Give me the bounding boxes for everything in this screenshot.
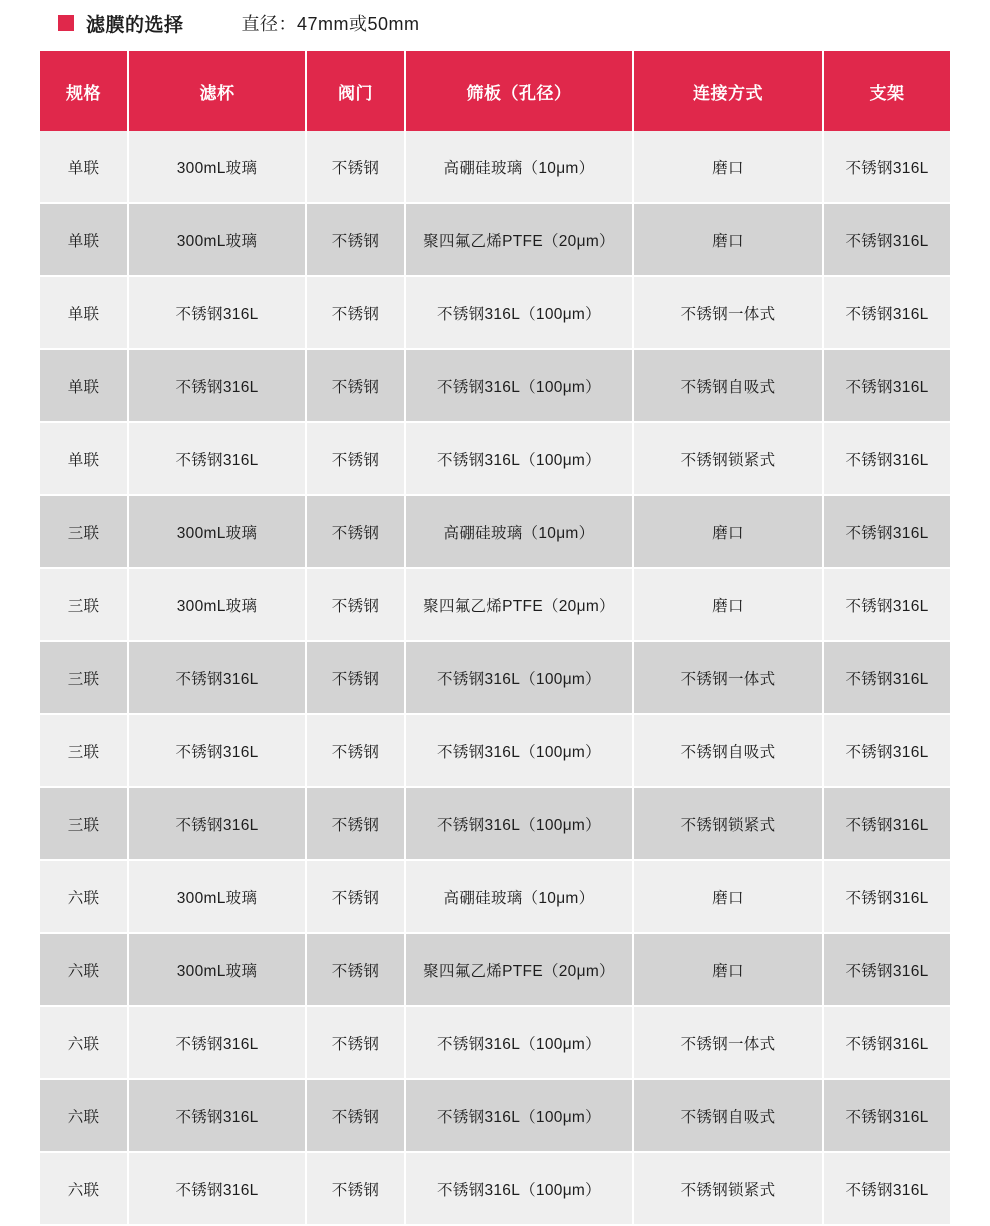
table-cell: 三联 (40, 568, 128, 641)
table-cell: 不锈钢316L（100μm） (405, 1079, 633, 1152)
table-cell: 聚四氟乙烯PTFE（20μm） (405, 933, 633, 1006)
table-cell: 不锈钢316L (823, 1152, 950, 1225)
column-header-valve: 阀门 (306, 51, 405, 131)
table-cell: 不锈钢316L (823, 422, 950, 495)
table-cell: 300mL玻璃 (128, 495, 306, 568)
table-cell: 高硼硅玻璃（10μm） (405, 131, 633, 203)
table-cell: 不锈钢316L (823, 276, 950, 349)
table-cell: 不锈钢316L (823, 131, 950, 203)
diameter-note: 直径：47mm或50mm (241, 14, 420, 34)
table-cell: 磨口 (633, 131, 823, 203)
table-cell: 聚四氟乙烯PTFE（20μm） (405, 568, 633, 641)
table-row (40, 422, 950, 495)
table-cell: 不锈钢锁紧式 (633, 422, 823, 495)
table-cell: 300mL玻璃 (128, 203, 306, 276)
table-cell: 磨口 (633, 860, 823, 933)
table-cell: 不锈钢 (306, 131, 405, 203)
table-row (40, 349, 950, 422)
table-row (40, 568, 950, 641)
table-cell: 聚四氟乙烯PTFE（20μm） (405, 203, 633, 276)
column-header-spec: 规格 (40, 51, 128, 131)
table-cell: 300mL玻璃 (128, 860, 306, 933)
table-cell: 六联 (40, 860, 128, 933)
table-cell: 不锈钢锁紧式 (633, 1152, 823, 1225)
table-cell: 不锈钢 (306, 1152, 405, 1225)
table-cell: 不锈钢316L (823, 860, 950, 933)
table-cell: 三联 (40, 495, 128, 568)
table-cell: 不锈钢 (306, 349, 405, 422)
table-cell: 不锈钢316L (128, 422, 306, 495)
table-row (40, 276, 950, 349)
table-row (40, 203, 950, 276)
table-cell: 不锈钢316L (823, 495, 950, 568)
table-cell: 不锈钢316L (128, 349, 306, 422)
page-title: 滤膜的选择 (86, 14, 184, 36)
table-row (40, 641, 950, 714)
table-cell: 不锈钢316L（100μm） (405, 1006, 633, 1079)
table-row (40, 933, 950, 1006)
red-square-marker-icon (58, 15, 74, 31)
table-cell: 不锈钢 (306, 203, 405, 276)
table-cell: 不锈钢316L（100μm） (405, 422, 633, 495)
table-cell: 不锈钢 (306, 933, 405, 1006)
table-cell: 六联 (40, 933, 128, 1006)
table-cell: 不锈钢316L (128, 787, 306, 860)
table-cell: 不锈钢316L (128, 641, 306, 714)
table-cell: 不锈钢316L (128, 714, 306, 787)
section-header (0, 0, 990, 46)
table-cell: 三联 (40, 714, 128, 787)
table-cell: 不锈钢316L (823, 933, 950, 1006)
table-cell: 不锈钢 (306, 568, 405, 641)
table-cell: 不锈钢 (306, 641, 405, 714)
table-row (40, 714, 950, 787)
table-cell: 不锈钢 (306, 495, 405, 568)
table-cell: 不锈钢 (306, 1006, 405, 1079)
table-cell: 磨口 (633, 495, 823, 568)
table-cell: 不锈钢316L (823, 568, 950, 641)
table-cell: 六联 (40, 1079, 128, 1152)
table-head (40, 51, 950, 131)
table-cell: 不锈钢锁紧式 (633, 787, 823, 860)
table-cell: 不锈钢316L (823, 1079, 950, 1152)
table-cell: 单联 (40, 131, 128, 203)
table-cell: 磨口 (633, 203, 823, 276)
table-cell: 不锈钢 (306, 422, 405, 495)
table-cell: 单联 (40, 349, 128, 422)
table-cell: 不锈钢316L (128, 1006, 306, 1079)
column-header-bracket: 支架 (823, 51, 950, 131)
table-cell: 不锈钢316L (823, 203, 950, 276)
table-cell: 不锈钢一体式 (633, 641, 823, 714)
table-cell: 高硼硅玻璃（10μm） (405, 495, 633, 568)
table-cell: 不锈钢 (306, 276, 405, 349)
spec-table-container (40, 51, 950, 1226)
table-cell: 不锈钢316L（100μm） (405, 714, 633, 787)
table-cell: 不锈钢自吸式 (633, 714, 823, 787)
table-row (40, 860, 950, 933)
table-cell: 不锈钢 (306, 787, 405, 860)
table-cell: 不锈钢一体式 (633, 1006, 823, 1079)
table-cell: 不锈钢316L（100μm） (405, 787, 633, 860)
table-cell: 300mL玻璃 (128, 568, 306, 641)
column-header-sieve: 筛板（孔径） (405, 51, 633, 131)
table-cell: 不锈钢自吸式 (633, 1079, 823, 1152)
table-cell: 磨口 (633, 568, 823, 641)
table-cell: 300mL玻璃 (128, 131, 306, 203)
column-header-cup: 滤杯 (128, 51, 306, 131)
table-cell: 三联 (40, 641, 128, 714)
table-cell: 磨口 (633, 933, 823, 1006)
table-cell: 不锈钢316L（100μm） (405, 349, 633, 422)
table-row (40, 1006, 950, 1079)
table-cell: 六联 (40, 1152, 128, 1225)
column-header-connection: 连接方式 (633, 51, 823, 131)
table-cell: 不锈钢316L（100μm） (405, 276, 633, 349)
table-header-row (40, 51, 950, 131)
table-cell: 300mL玻璃 (128, 933, 306, 1006)
table-cell: 不锈钢 (306, 1079, 405, 1152)
table-row (40, 1079, 950, 1152)
table-row (40, 131, 950, 203)
table-cell: 不锈钢316L (823, 349, 950, 422)
table-body (40, 131, 950, 1225)
table-cell: 不锈钢一体式 (633, 276, 823, 349)
table-cell: 不锈钢316L (823, 787, 950, 860)
table-cell: 不锈钢 (306, 714, 405, 787)
table-cell: 不锈钢自吸式 (633, 349, 823, 422)
table-row (40, 495, 950, 568)
table-row (40, 1152, 950, 1225)
table-cell: 六联 (40, 1006, 128, 1079)
table-cell: 高硼硅玻璃（10μm） (405, 860, 633, 933)
table-cell: 不锈钢316L (128, 276, 306, 349)
table-cell: 单联 (40, 203, 128, 276)
table-cell: 三联 (40, 787, 128, 860)
table-cell: 不锈钢316L (128, 1152, 306, 1225)
table-cell: 单联 (40, 422, 128, 495)
table-cell: 不锈钢 (306, 860, 405, 933)
table-cell: 不锈钢316L (823, 1006, 950, 1079)
table-cell: 单联 (40, 276, 128, 349)
table-cell: 不锈钢316L（100μm） (405, 641, 633, 714)
table-cell: 不锈钢316L（100μm） (405, 1152, 633, 1225)
table-cell: 不锈钢316L (823, 714, 950, 787)
table-cell: 不锈钢316L (128, 1079, 306, 1152)
table-row (40, 787, 950, 860)
table-cell: 不锈钢316L (823, 641, 950, 714)
spec-table (40, 51, 950, 1226)
